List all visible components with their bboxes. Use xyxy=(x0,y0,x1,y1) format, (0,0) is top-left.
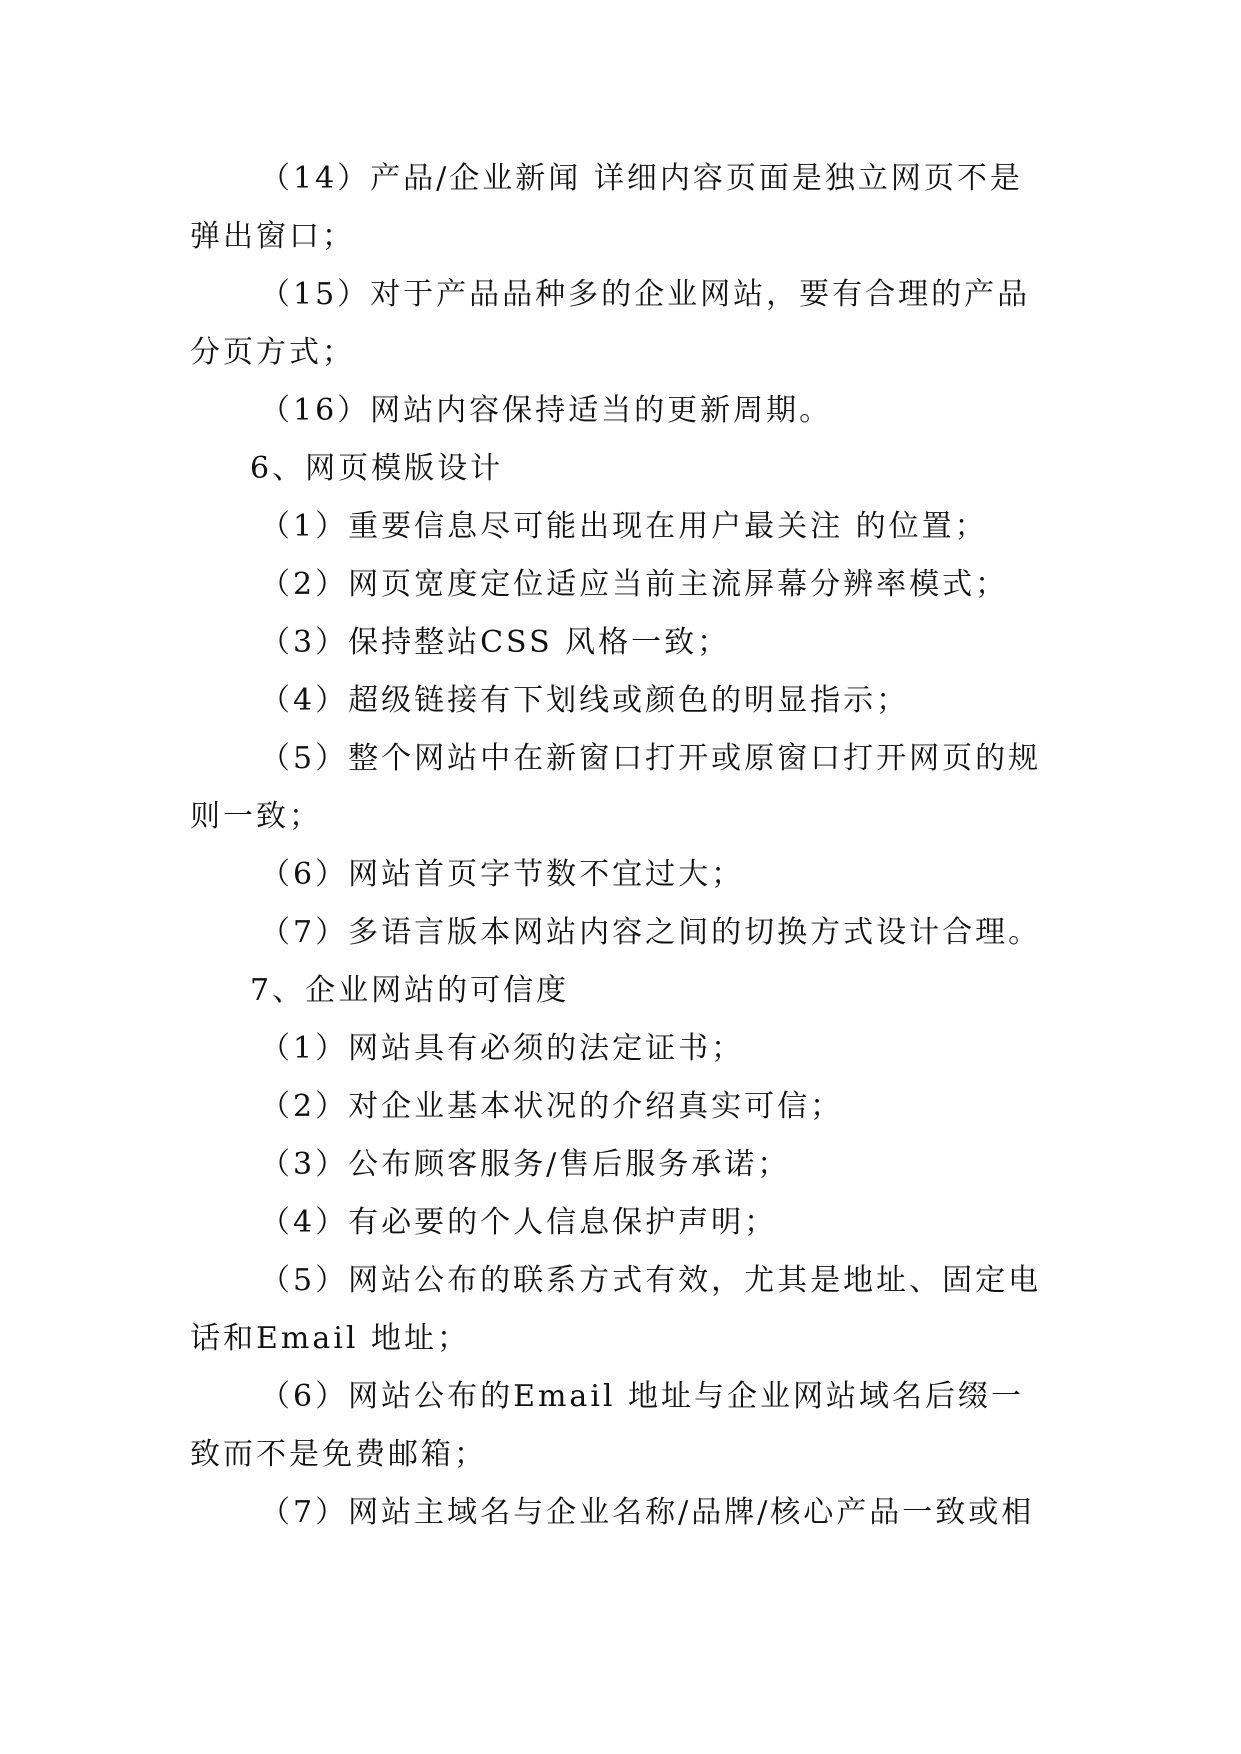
paragraph-6-4: （4）超级链接有下划线或颜色的明显指示； xyxy=(260,683,910,718)
paragraph-15: （15）对于产品品种多的企业网站，要有合理的产品分页方式； xyxy=(190,277,1031,370)
paragraph-7-1: （1）网站具有必须的法定证书； xyxy=(260,1031,745,1066)
document-body xyxy=(190,150,1050,1542)
paragraph-7-2: （2）对企业基本状况的介绍真实可信； xyxy=(260,1089,844,1124)
paragraph-14: （14）产品/企业新闻 详细内容页面是独立网页不是弹出窗口； xyxy=(190,161,1023,254)
paragraph-7-3: （3）公布顾客服务/售后服务承诺； xyxy=(260,1147,791,1182)
paragraph-6-1: （1）重要信息尽可能出现在用户最关注 的位置； xyxy=(260,509,988,544)
paragraph-7-5: （5）网站公布的联系方式有效，尤其是地址、固定电话和Email 地址； xyxy=(190,1263,1042,1356)
paragraph-16: （16）网站内容保持适当的更新周期。 xyxy=(260,393,833,428)
paragraph-6-5: （5）整个网站中在新窗口打开或原窗口打开网页的规则一致； xyxy=(190,741,1042,834)
paragraph-6-2: （2）网页宽度定位适应当前主流屏幕分辨率模式； xyxy=(260,567,1009,602)
section-heading-6: 6、网页模版设计 xyxy=(250,451,504,486)
paragraph-7-4: （4）有必要的个人信息保护声明； xyxy=(260,1205,778,1240)
paragraph-6-6: （6）网站首页字节数不宜过大； xyxy=(260,857,745,892)
section-heading-7: 7、企业网站的可信度 xyxy=(250,973,570,1008)
paragraph-6-3: （3）保持整站CSS 风格一致； xyxy=(260,625,731,660)
paragraph-7-7: （7）网站主域名与企业名称/品牌/核心产品一致或相 xyxy=(260,1495,1035,1530)
paragraph-6-7: （7）多语言版本网站内容之间的切换方式设计合理。 xyxy=(260,915,1042,950)
paragraph-7-6: （6）网站公布的Email 地址与企业网站域名后缀一致而不是免费邮箱； xyxy=(190,1379,1025,1472)
